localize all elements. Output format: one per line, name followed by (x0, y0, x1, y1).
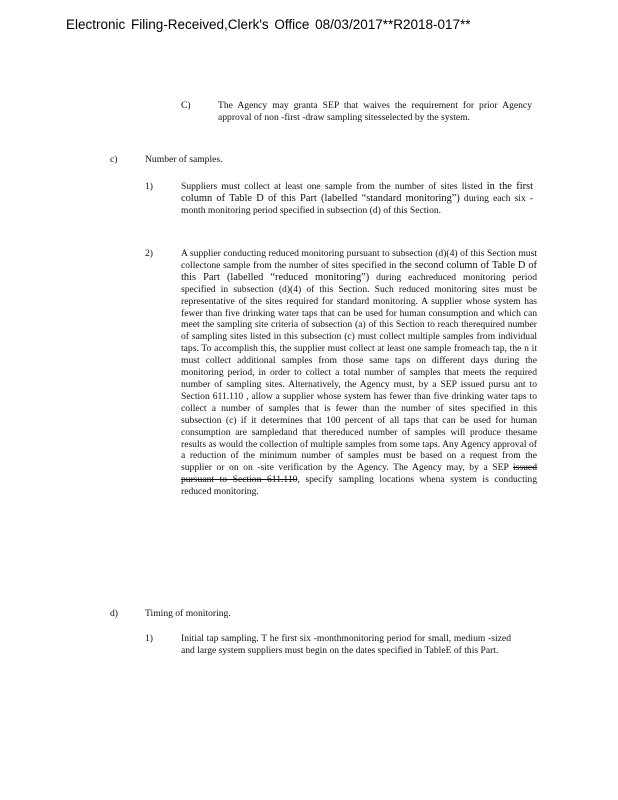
section-heading-number-of-samples: Number of samples. (145, 154, 223, 165)
paragraph-c2 (181, 248, 537, 498)
paragraph-d1: Initial tap sampling. T he first six -monthmonitoring period for small, medium -sized and large system suppliers must begin on the dates specified in TableE of this Part. (181, 633, 511, 656)
paragraph-c2-table-d-reference: the second column of Table D of this Part (labelled “reduced monitoring”) (181, 259, 537, 283)
paragraph-c1 (181, 181, 533, 217)
paragraph-c2-text-b: during eachreduced monitoring period specified in subsection (d)(4) of this Section. Such reduced monitoring sites must be representative of the sites required for standard monitoring. A supplier whose system has fewer than five drinking water taps that can be used for human consumption and which can meet the sampling site criteria of subsection (a) of this Section to reach therequired number of sampling sites listed in this subsection (c) must collect multiple samples from individual taps. To accomplish this, the supplier must collect at least one sample fromeach tap, the n it must collect additional samples from those same taps on different days during the monitoring period, in order to collect a total number of samples that meets the required number of sampling sites. Alternatively, the Agency must, by a SEP issued pursu ant to Section 611.110 , allow a supplier whose system has fewer than five drinking water taps to collect a number of samples that is fewer than the number of sites specified in this subsection (c) if it determines that 100 percent of all taps that can be used for human consumption are sampledand that thereduced number of samples will produce thesame results as would the collection of multiple samples from some taps. Any Agency approval of a reduction of the minimum number of samples must be based on a request from the supplier or on on -site verification by the Agency. The Agency may, by a SEP (181, 271, 537, 474)
paragraph-c2-struck-text: issued pursuant to Section 611.110 (181, 462, 537, 486)
section-marker-d: d) (110, 608, 118, 619)
paragraph-c1-text-a: Suppliers must collect at least one sample from the number of sites listed (181, 181, 483, 192)
section-marker-c: c) (110, 154, 118, 165)
paragraph-C: The Agency may granta SEP that waives the requirement for prior Agency approval of non -first -draw sampling sitesselected by the system. (218, 100, 532, 123)
item-marker-c1: 1) (145, 181, 153, 192)
paragraph-c1-text-b: during each six -month monitoring period specified in subsection (d) of this Section. (181, 192, 533, 216)
paragraph-c2-text-a: A supplier conducting reduced monitoring pursuant to subsection (d)(4) of this Section must collectone sample from the number of sites specified in (181, 248, 537, 271)
item-marker-d1: 1) (145, 633, 153, 644)
paragraph-c1-table-d-reference: in the first column of Table D of this Part (labelled “standard monitoring”) (181, 181, 533, 204)
electronic-filing-header: Electronic Filing-Received,Clerk's Office 08/03/2017**R2018-017** (66, 17, 471, 32)
item-marker-C: C) (181, 100, 191, 111)
section-heading-timing-of-monitoring: Timing of monitoring. (145, 608, 231, 619)
paragraph-c2-text-c: , specify sampling locations whena system is conducting reduced monitoring. (181, 474, 537, 498)
item-marker-c2: 2) (145, 248, 153, 259)
